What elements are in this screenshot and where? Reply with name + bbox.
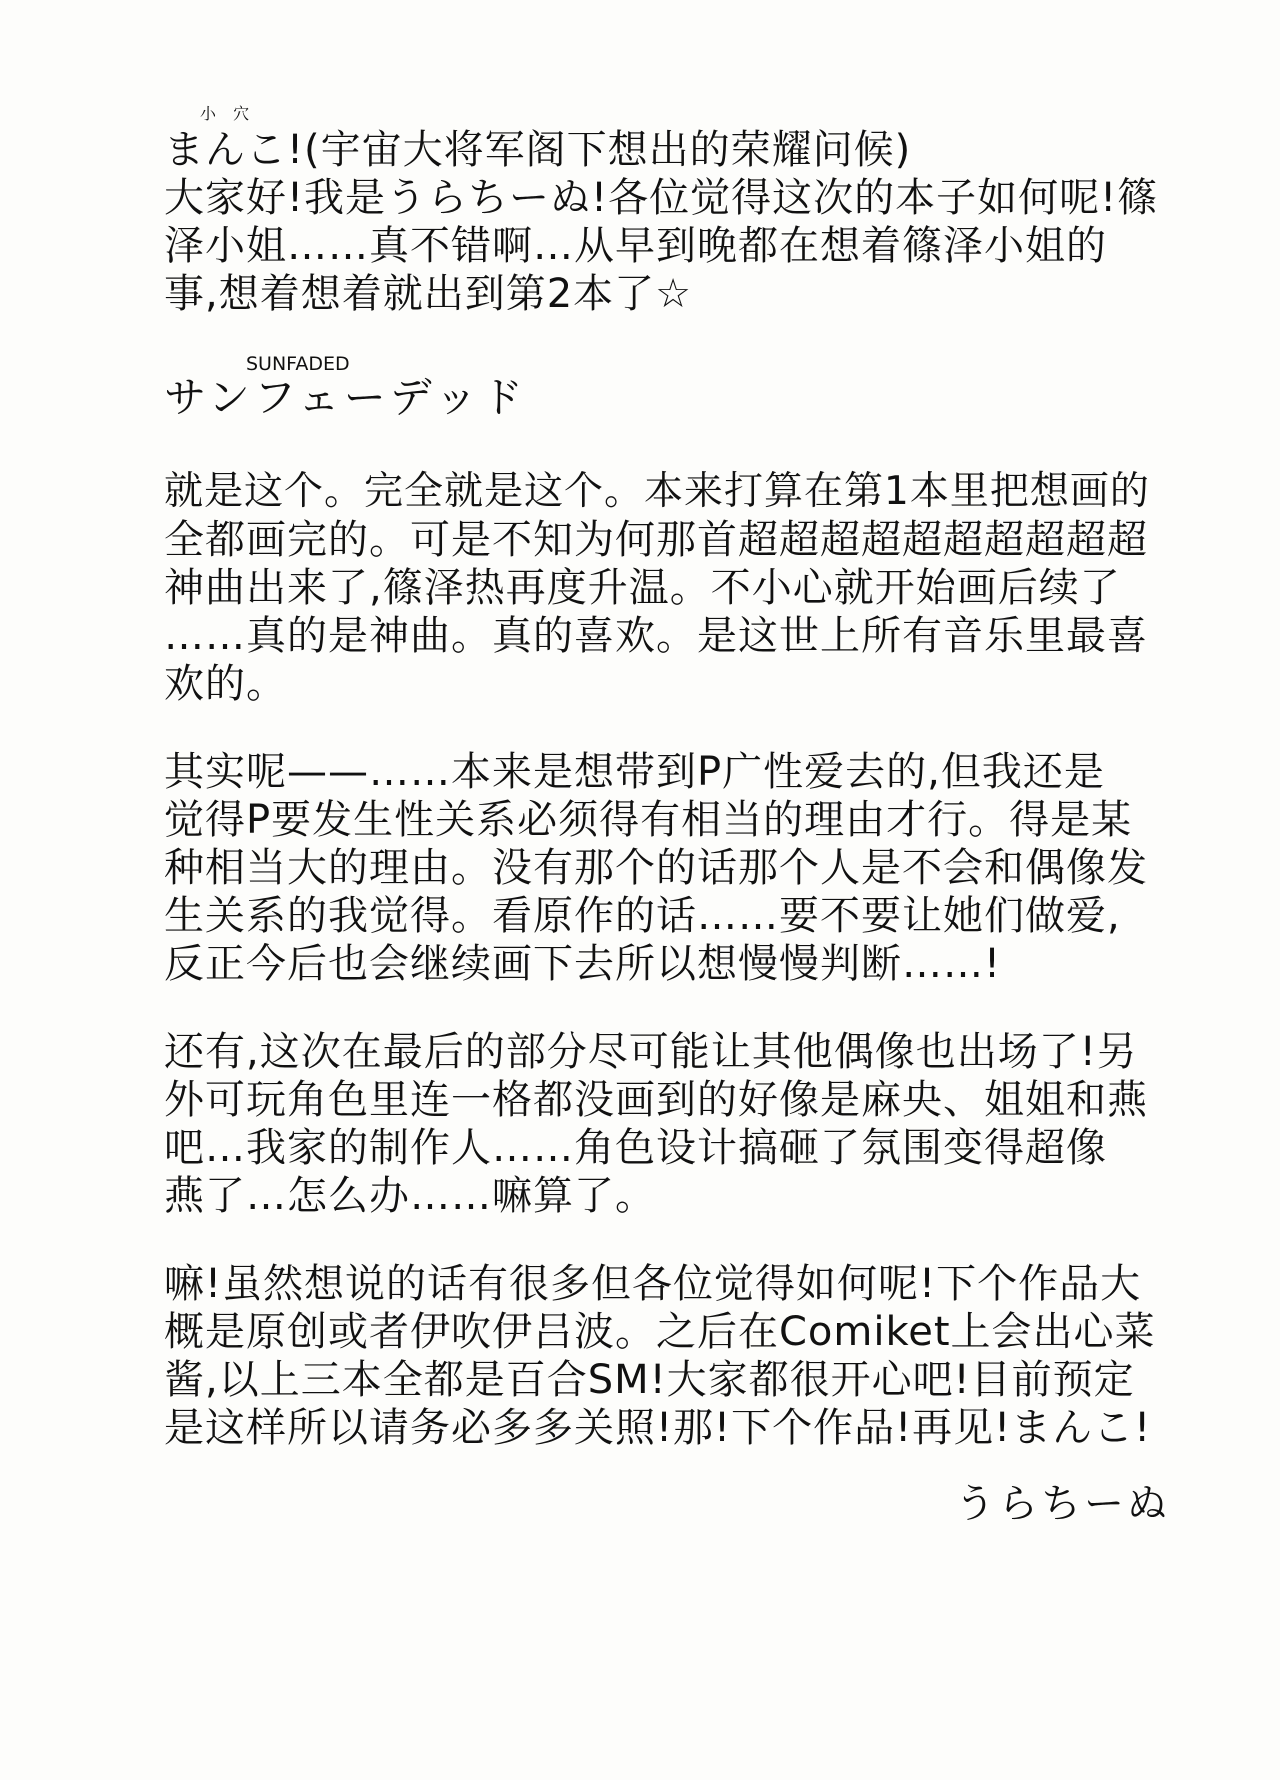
ruby-annotation: 小 穴 — [200, 104, 256, 123]
paragraph-1 — [164, 468, 1170, 708]
text-line: ……真的是神曲。真的喜欢。是这世上所有音乐里最喜 — [164, 613, 1148, 659]
paragraph-4 — [164, 1260, 1170, 1452]
paragraph-2 — [164, 748, 1170, 988]
text-line: 吧…我家的制作人……角色设计搞砸了氛围变得超像 — [164, 1125, 1107, 1171]
greeting-block — [164, 104, 1170, 174]
text-line: 是这样所以请务必多多关照!那!下个作品!再见!まんこ! — [164, 1405, 1152, 1451]
text-line: 燕了…怎么办……嘛算了。 — [164, 1173, 656, 1219]
text-line: 外可玩角色里连一格都没画到的好像是麻央、姐姐和燕 — [164, 1077, 1148, 1123]
afterword-page — [164, 90, 1170, 1528]
greeting-line: まんこ!(宇宙大将军阁下想出的荣耀问候) — [164, 127, 912, 173]
text-line: 就是这个。完全就是这个。本来打算在第1本里把想画的 — [164, 469, 1150, 514]
author-signature: うらちーぬ — [955, 1481, 1170, 1527]
text-line: 欢的。 — [164, 661, 287, 707]
text-line: 神曲出来了,篠泽热再度升温。不小心就开始画后续了 — [164, 565, 1121, 611]
text-line: 大家好!我是うらちーぬ!各位觉得这次的本子如何呢!篠 — [164, 175, 1159, 221]
text-line: 觉得P要发生性关系必须得有相当的理由才行。得是某 — [164, 797, 1133, 843]
text-line: 生关系的我觉得。看原作的话……要不要让她们做爱, — [164, 893, 1121, 939]
song-title-ruby: SUNFADED — [246, 353, 350, 375]
text-line: 全都画完的。可是不知为何那首超超超超超超超超超超 — [164, 517, 1148, 563]
text-line: 酱,以上三本全都是百合SM!大家都很开心吧!目前预定 — [164, 1357, 1135, 1403]
text-line: 泽小姐……真不错啊…从早到晚都在想着篠泽小姐的 — [164, 223, 1107, 269]
song-title-block — [164, 353, 1170, 422]
text-line: 事,想着想着就出到第2本了☆ — [164, 271, 693, 317]
text-line: 其实呢——……本来是想带到P广性爱去的,但我还是 — [164, 749, 1105, 795]
song-title: サンフェーデッド — [164, 373, 527, 422]
text-line: 反正今后也会继续画下去所以想慢慢判断……! — [164, 941, 1002, 987]
text-line: 概是原创或者伊吹伊吕波。之后在Comiket上会出心菜 — [164, 1309, 1156, 1355]
paragraph-3 — [164, 1028, 1170, 1220]
text-line: 种相当大的理由。没有那个的话那个人是不会和偶像发 — [164, 845, 1148, 891]
text-line: 嘛!虽然想说的话有很多但各位觉得如何呢!下个作品大 — [164, 1261, 1142, 1307]
text-line: 还有,这次在最后的部分尽可能让其他偶像也出场了!另 — [164, 1029, 1138, 1075]
